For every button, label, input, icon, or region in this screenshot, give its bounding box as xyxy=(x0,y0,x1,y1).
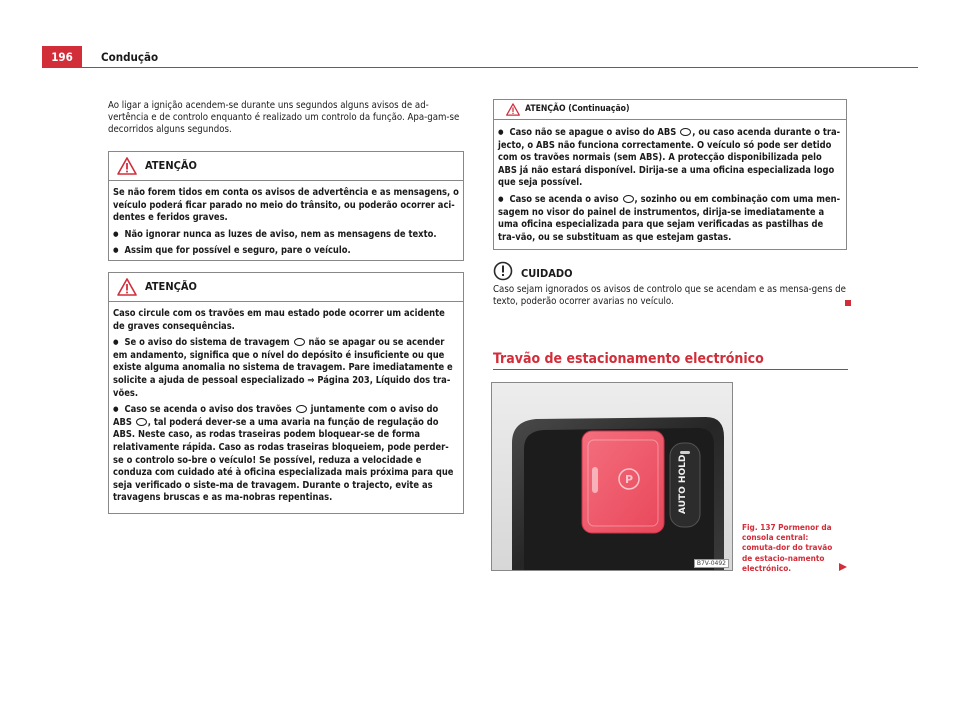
warning-box-header xyxy=(494,100,846,120)
caution-icon xyxy=(493,261,513,281)
warning-text: Caso circule com os travões em mau estado pode ocorrer um acidente de graves consequências. xyxy=(113,308,445,332)
warning-box-continuation xyxy=(493,99,847,250)
chapter-title: Condução xyxy=(101,50,159,64)
brake-pad-warning-icon xyxy=(623,195,634,203)
section-title: Travão de estacionamento electrónico xyxy=(493,351,764,367)
warning-text-segment: Se o aviso do sistema de travagem xyxy=(124,337,290,349)
parking-brake-symbol: P xyxy=(624,473,634,486)
warning-box-1 xyxy=(108,151,464,261)
continue-arrow-icon xyxy=(838,562,848,572)
auto-hold-button-label: AUTO HOLD xyxy=(678,454,688,514)
warning-title: ATENÇÃO (Continuação) xyxy=(525,104,630,114)
brake-warning-icon xyxy=(296,405,307,413)
warning-text-segment: Caso se acenda o aviso xyxy=(509,193,619,205)
warning-bullet xyxy=(498,193,842,244)
warning-bullet xyxy=(498,126,842,190)
warning-text-segment: , sozinho ou em combinação com uma men-sagem no visor do painel de instrumentos, dirija-se imediatamente a uma oficina especializada para que sejam verificadas as pastilhas de tra-vão, ou se substituam as que estejam gastas. xyxy=(498,193,841,243)
section-rule xyxy=(493,369,848,370)
warning-box-header xyxy=(109,152,463,181)
figure-caption: Fig. 137 Pormenor da consola central: comuta-dor do travão de estacio-namento electrónico. xyxy=(742,522,833,573)
warning-triangle-icon xyxy=(117,278,137,296)
abs-warning-icon xyxy=(680,128,691,136)
warning-bullet xyxy=(113,336,459,400)
warning-text-segment: Caso não se apague o aviso do ABS xyxy=(509,127,677,138)
end-of-section-marker xyxy=(845,300,851,306)
warning-text-segment: juntamente com o aviso do ABS xyxy=(113,404,439,428)
page-number: 196 xyxy=(42,46,82,68)
warning-title: ATENÇÃO xyxy=(145,159,197,172)
warning-box-header xyxy=(109,273,463,302)
console-illustration xyxy=(492,383,732,570)
warning-text-segment: , ou caso acenda durante o tra-jecto, o ABS não funciona correctamente. O veículo só pode ser detido com os travões normais (sem ABS). A protecção disponibilizada pelo ABS já não estará disponível. Dirija-se a uma oficina especializada logo que seja possível. xyxy=(498,127,841,189)
warning-title: ATENÇÃO xyxy=(145,280,197,293)
warning-bullet: ● Assim que for possível e seguro, pare o veículo. xyxy=(113,244,459,258)
brake-warning-icon xyxy=(294,338,305,346)
warning-box-2 xyxy=(108,272,464,514)
warning-triangle-icon xyxy=(117,157,137,175)
warning-triangle-icon xyxy=(506,103,520,116)
figure-code: B7V-0492 xyxy=(694,559,729,568)
warning-bullet: ● Não ignorar nunca as luzes de aviso, nem as mensagens de texto. xyxy=(113,228,459,242)
warning-bullet xyxy=(113,403,459,505)
intro-paragraph: Ao ligar a ignição acendem-se durante uns segundos alguns avisos de ad-vertência e de controlo enquanto é realizado um controlo da função. Apa-gam-se decorridos alguns segundos. xyxy=(108,100,460,136)
figure-137 xyxy=(491,382,733,571)
header-rule xyxy=(82,67,918,68)
warning-text-segment: não se apagar ou se acender em andamento, significa que o nível do depósito é insuficiente ou que existe alguma anomalia no sistema de travagem. Pare imediatamente e solicite a ajuda de pessoal especializado ⇒ Página 203, Líquido dos tra-vões. xyxy=(113,337,453,399)
warning-text: Se não forem tidos em conta os avisos de advertência e as mensagens, o veículo poderá ficar parado no meio do trânsito, ou poderão ocorrer aci-dentes e feridos graves. xyxy=(113,187,459,224)
warning-text-segment: , tal poderá dever-se a uma avaria na função de regulação do ABS. Neste caso, as rodas traseiras podem bloquear-se de forma relativamente rápida. Caso as rodas traseiras bloqueiem, pode perder-se o controlo so-bre o veículo! Se possível, reduza a velocidade e conduza com cuidado até à oficina especializada mais próxima para que seja verificado o siste-ma de travagem. Durante o trajecto, evite as travagens bruscas e as ma-nobras repentinas. xyxy=(113,416,454,504)
caution-title: CUIDADO xyxy=(521,267,573,280)
warning-text-segment: Caso se acenda o aviso dos travões xyxy=(124,404,292,416)
abs-warning-icon xyxy=(136,418,147,426)
caution-text: Caso sejam ignorados os avisos de controlo que se acendam e as mensa-gens de texto, poderão ocorrer avarias no veículo. xyxy=(493,284,846,308)
